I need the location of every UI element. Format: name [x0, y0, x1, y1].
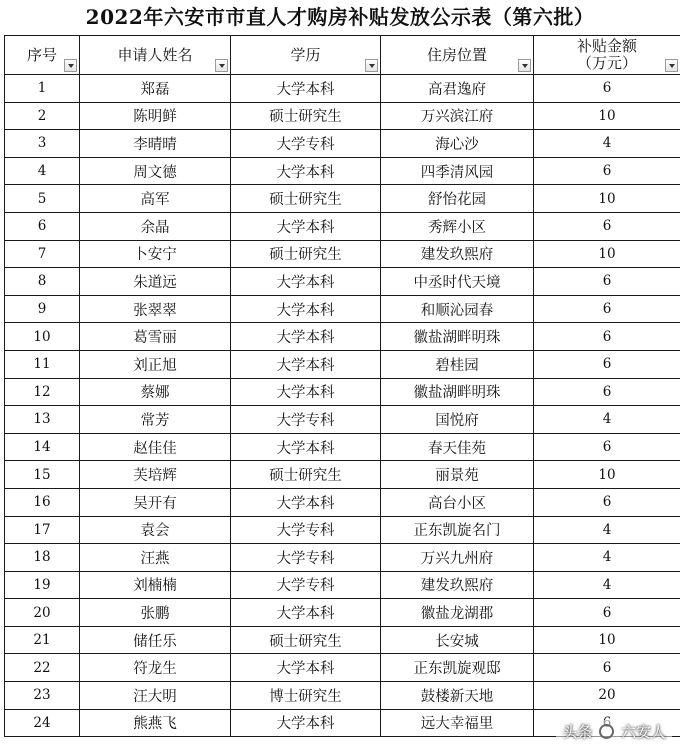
cell-name: 赵佳佳	[80, 433, 231, 461]
cell-location: 徽盐湖畔明珠	[381, 378, 534, 406]
table-row	[5, 130, 680, 158]
cell-index: 15	[5, 461, 80, 489]
cell-amount: 4	[534, 544, 680, 572]
cell-education: 大学本科	[231, 378, 381, 406]
cell-education: 大学专科	[231, 130, 381, 158]
cell-name: 周文德	[80, 157, 231, 185]
table-body	[5, 75, 680, 737]
cell-amount: 4	[534, 406, 680, 434]
table-row	[5, 295, 680, 323]
table-row	[5, 406, 680, 434]
cell-location: 碧桂园	[381, 350, 534, 378]
cell-name: 陈明鲜	[80, 102, 231, 130]
cell-amount: 4	[534, 571, 680, 599]
filter-dropdown-icon[interactable]	[365, 59, 378, 72]
cell-amount: 6	[534, 654, 680, 682]
cell-location: 远大幸福里	[381, 709, 534, 737]
cell-education: 博士研究生	[231, 682, 381, 710]
cell-education: 大学本科	[231, 433, 381, 461]
table-row	[5, 378, 680, 406]
table-row	[5, 433, 680, 461]
cell-location: 丽景苑	[381, 461, 534, 489]
filter-dropdown-icon[interactable]	[215, 59, 228, 72]
cell-education: 大学本科	[231, 599, 381, 627]
cell-amount: 6	[534, 433, 680, 461]
cell-location: 高台小区	[381, 488, 534, 516]
table-row	[5, 544, 680, 572]
cell-education: 硕士研究生	[231, 626, 381, 654]
cell-amount: 10	[534, 626, 680, 654]
table-row	[5, 571, 680, 599]
cell-name: 张鹏	[80, 599, 231, 627]
cell-amount: 6	[534, 295, 680, 323]
column-header-education	[231, 36, 381, 75]
cell-name: 朱道远	[80, 268, 231, 296]
cell-index: 6	[5, 212, 80, 240]
cell-education: 大学专科	[231, 406, 381, 434]
cell-amount: 6	[534, 212, 680, 240]
cell-index: 4	[5, 157, 80, 185]
cell-name: 张翠翠	[80, 295, 231, 323]
cell-location: 正东凯旋观邸	[381, 654, 534, 682]
cell-name: 葛雪丽	[80, 323, 231, 351]
table-row	[5, 185, 680, 213]
cell-education: 大学本科	[231, 295, 381, 323]
cell-education: 硕士研究生	[231, 461, 381, 489]
table-row	[5, 157, 680, 185]
watermark	[556, 720, 672, 743]
cell-name: 卜安宁	[80, 240, 231, 268]
cell-location: 万兴滨江府	[381, 102, 534, 130]
column-header-label: 申请人姓名	[117, 45, 193, 64]
cell-location: 万兴九州府	[381, 544, 534, 572]
cell-index: 21	[5, 626, 80, 654]
cell-name: 熊燕飞	[80, 709, 231, 737]
cell-education: 硕士研究生	[231, 240, 381, 268]
cell-name: 储任乐	[80, 626, 231, 654]
table-row	[5, 461, 680, 489]
cell-amount: 6	[534, 75, 680, 103]
column-header-index	[5, 36, 80, 75]
column-header-location	[381, 36, 534, 75]
column-header-amount	[534, 36, 680, 75]
table-row	[5, 240, 680, 268]
cell-education: 硕士研究生	[231, 185, 381, 213]
cell-education: 大学本科	[231, 350, 381, 378]
cell-index: 19	[5, 571, 80, 599]
table-row	[5, 102, 680, 130]
cell-name: 常芳	[80, 406, 231, 434]
cell-index: 24	[5, 709, 80, 737]
cell-name: 袁会	[80, 516, 231, 544]
table-row	[5, 212, 680, 240]
cell-amount: 10	[534, 102, 680, 130]
cell-location: 徽盐湖畔明珠	[381, 323, 534, 351]
cell-index: 23	[5, 682, 80, 710]
cell-amount: 6	[534, 268, 680, 296]
cell-index: 18	[5, 544, 80, 572]
cell-index: 8	[5, 268, 80, 296]
cell-name: 汪燕	[80, 544, 231, 572]
cell-amount: 6	[534, 157, 680, 185]
cell-education: 大学本科	[231, 323, 381, 351]
column-header-label: 补贴金额	[576, 37, 637, 55]
cell-index: 14	[5, 433, 80, 461]
cell-index: 16	[5, 488, 80, 516]
watermark-prefix: 头条	[562, 723, 593, 741]
table-row	[5, 350, 680, 378]
watermark-account: 六安人	[620, 723, 666, 741]
subsidy-table	[4, 35, 680, 737]
cell-name: 芙培辉	[80, 461, 231, 489]
cell-location: 舒怡花园	[381, 185, 534, 213]
cell-name: 刘正旭	[80, 350, 231, 378]
column-header-label: 住房位置	[426, 45, 487, 64]
cell-name: 李晴晴	[80, 130, 231, 158]
cell-name: 汪大明	[80, 682, 231, 710]
cell-education: 大学本科	[231, 268, 381, 296]
column-header-unit: （万元）	[576, 54, 637, 72]
filter-dropdown-icon[interactable]	[665, 59, 678, 72]
cell-name: 蔡娜	[80, 378, 231, 406]
cell-location: 中丞时代天境	[381, 268, 534, 296]
cell-index: 17	[5, 516, 80, 544]
cell-amount: 10	[534, 461, 680, 489]
cell-education: 大学本科	[231, 654, 381, 682]
table-row	[5, 268, 680, 296]
cell-index: 11	[5, 350, 80, 378]
cell-education: 大学专科	[231, 516, 381, 544]
cell-amount: 20	[534, 682, 680, 710]
cell-index: 7	[5, 240, 80, 268]
cell-name: 余晶	[80, 212, 231, 240]
table-row	[5, 599, 680, 627]
cell-amount: 6	[534, 350, 680, 378]
filter-dropdown-icon[interactable]	[64, 59, 77, 72]
cell-location: 春天佳苑	[381, 433, 534, 461]
table-header-row	[5, 36, 680, 75]
cell-education: 大学本科	[231, 212, 381, 240]
cell-index: 22	[5, 654, 80, 682]
cell-location: 正东凯旋名门	[381, 516, 534, 544]
cell-name: 符龙生	[80, 654, 231, 682]
table-row	[5, 323, 680, 351]
table-row	[5, 488, 680, 516]
cell-amount: 4	[534, 516, 680, 544]
cell-education: 大学本科	[231, 709, 381, 737]
cell-location: 国悦府	[381, 406, 534, 434]
cell-education: 硕士研究生	[231, 102, 381, 130]
cell-index: 2	[5, 102, 80, 130]
cell-index: 12	[5, 378, 80, 406]
cell-education: 大学本科	[231, 75, 381, 103]
cell-name: 刘楠楠	[80, 571, 231, 599]
table-row	[5, 654, 680, 682]
cell-index: 1	[5, 75, 80, 103]
cell-location: 高君逸府	[381, 75, 534, 103]
cell-name: 郑磊	[80, 75, 231, 103]
at-icon	[599, 724, 614, 739]
cell-location: 和顺沁园春	[381, 295, 534, 323]
cell-location: 建发玖熙府	[381, 240, 534, 268]
column-header-label: 序号	[26, 45, 57, 64]
cell-index: 10	[5, 323, 80, 351]
cell-location: 鼓楼新天地	[381, 682, 534, 710]
filter-dropdown-icon[interactable]	[518, 59, 531, 72]
table-row	[5, 626, 680, 654]
cell-index: 9	[5, 295, 80, 323]
cell-amount: 10	[534, 185, 680, 213]
column-header-name	[80, 36, 231, 75]
cell-location: 秀辉小区	[381, 212, 534, 240]
cell-education: 大学本科	[231, 488, 381, 516]
cell-education: 大学专科	[231, 571, 381, 599]
table-row	[5, 682, 680, 710]
cell-amount: 4	[534, 130, 680, 158]
cell-location: 海心沙	[381, 130, 534, 158]
column-header-label: 学历	[290, 45, 321, 64]
cell-index: 5	[5, 185, 80, 213]
cell-name: 吴开有	[80, 488, 231, 516]
cell-index: 20	[5, 599, 80, 627]
cell-location: 四季清风园	[381, 157, 534, 185]
cell-amount: 6	[534, 599, 680, 627]
cell-education: 大学专科	[231, 544, 381, 572]
cell-amount: 6	[534, 378, 680, 406]
page-title: 2022年六安市市直人才购房补贴发放公示表（第六批）	[85, 5, 595, 29]
cell-name: 高军	[80, 185, 231, 213]
cell-amount: 6	[534, 323, 680, 351]
cell-location: 建发玖熙府	[381, 571, 534, 599]
cell-education: 大学本科	[231, 157, 381, 185]
table-row	[5, 516, 680, 544]
table-row	[5, 75, 680, 103]
cell-amount: 6	[534, 488, 680, 516]
cell-location: 长安城	[381, 626, 534, 654]
cell-index: 13	[5, 406, 80, 434]
cell-location: 徽盐龙湖郡	[381, 599, 534, 627]
cell-amount: 10	[534, 240, 680, 268]
cell-index: 3	[5, 130, 80, 158]
